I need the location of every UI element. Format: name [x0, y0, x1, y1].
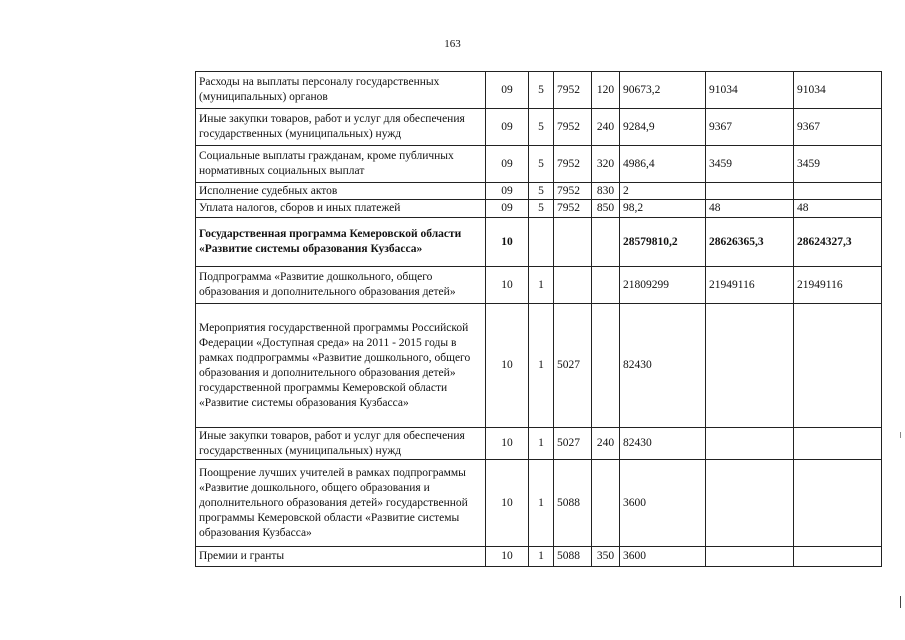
- cell-name: Подпрограмма «Развитие дошкольного, общего образования и дополнительного образования детей»: [196, 267, 486, 304]
- cell-amount-year2: 3459: [706, 146, 794, 183]
- cell-amount-year1: 3600: [620, 547, 706, 567]
- cell-subsection: 5: [529, 109, 554, 146]
- cell-subsection: 1: [529, 428, 554, 460]
- table-row: [196, 267, 882, 304]
- cell-amount-year2: 28626365,3: [706, 218, 794, 267]
- scan-mark: [900, 432, 901, 438]
- cell-target-item: 5088: [554, 547, 592, 567]
- cell-section: 10: [486, 267, 529, 304]
- cell-target-item: 5088: [554, 460, 592, 547]
- cell-amount-year1: 2: [620, 183, 706, 200]
- cell-target-item: 5027: [554, 428, 592, 460]
- table-row: [196, 183, 882, 200]
- cell-subsection: 5: [529, 72, 554, 109]
- cell-subsection: 1: [529, 267, 554, 304]
- cell-name: Государственная программа Кемеровской области «Развитие системы образования Кузбасса»: [196, 218, 486, 267]
- table-row: [196, 146, 882, 183]
- cell-amount-year3: [794, 460, 882, 547]
- cell-subsection: 1: [529, 460, 554, 547]
- cell-amount-year3: 9367: [794, 109, 882, 146]
- cell-expense-type: 240: [592, 109, 620, 146]
- table-row: [196, 200, 882, 218]
- cell-amount-year2: [706, 183, 794, 200]
- cell-section: 10: [486, 428, 529, 460]
- cell-name: Премии и гранты: [196, 547, 486, 567]
- cell-amount-year1: 98,2: [620, 200, 706, 218]
- cell-amount-year2: 48: [706, 200, 794, 218]
- cell-target-item: 7952: [554, 109, 592, 146]
- cell-subsection: 5: [529, 183, 554, 200]
- cell-amount-year3: [794, 183, 882, 200]
- table-row: [196, 218, 882, 267]
- cell-name: Мероприятия государственной программы Российской Федерации «Доступная среда» на 2011 - 2015 годы в рамках подпрограммы «Развитие дошкольного, общего образования и дополнительного образования детей» государственной программы Кемеровской области «Развитие системы образования Кузбасса»: [196, 304, 486, 428]
- cell-amount-year2: [706, 428, 794, 460]
- cell-section: 09: [486, 109, 529, 146]
- cell-amount-year2: [706, 460, 794, 547]
- cell-amount-year1: 4986,4: [620, 146, 706, 183]
- cell-subsection: 5: [529, 200, 554, 218]
- cell-subsection: [529, 218, 554, 267]
- cell-amount-year1: 82430: [620, 304, 706, 428]
- cell-section: 10: [486, 547, 529, 567]
- cell-amount-year1: 28579810,2: [620, 218, 706, 267]
- cell-expense-type: [592, 218, 620, 267]
- cell-name: Исполнение судебных актов: [196, 183, 486, 200]
- cell-expense-type: 240: [592, 428, 620, 460]
- cell-amount-year2: 21949116: [706, 267, 794, 304]
- cell-amount-year1: 9284,9: [620, 109, 706, 146]
- table-row: [196, 304, 882, 428]
- table-row: [196, 109, 882, 146]
- cell-name: Иные закупки товаров, работ и услуг для обеспечения государственных (муниципальных) нужд: [196, 109, 486, 146]
- cell-name: Социальные выплаты гражданам, кроме публичных нормативных социальных выплат: [196, 146, 486, 183]
- cell-expense-type: 850: [592, 200, 620, 218]
- cell-amount-year3: 48: [794, 200, 882, 218]
- cell-section: 09: [486, 72, 529, 109]
- cell-amount-year1: 3600: [620, 460, 706, 547]
- cell-target-item: [554, 218, 592, 267]
- cell-amount-year1: 90673,2: [620, 72, 706, 109]
- table-row: [196, 460, 882, 547]
- cell-section: 10: [486, 304, 529, 428]
- cell-amount-year1: 82430: [620, 428, 706, 460]
- table-body: [196, 72, 882, 567]
- cell-expense-type: [592, 267, 620, 304]
- cell-amount-year3: 3459: [794, 146, 882, 183]
- cell-subsection: 1: [529, 304, 554, 428]
- cell-name: Расходы на выплаты персоналу государственных (муниципальных) органов: [196, 72, 486, 109]
- cell-amount-year3: [794, 304, 882, 428]
- table-row: [196, 72, 882, 109]
- cell-name: Поощрение лучших учителей в рамках подпрограммы «Развитие дошкольного, общего образования и дополнительного образования детей» государственной программы Кемеровской области «Развитие системы образования Кузбасса»: [196, 460, 486, 547]
- cell-expense-type: 320: [592, 146, 620, 183]
- table-row: [196, 428, 882, 460]
- cell-name: Уплата налогов, сборов и иных платежей: [196, 200, 486, 218]
- cell-target-item: 5027: [554, 304, 592, 428]
- page-number: 163: [444, 38, 461, 50]
- scan-mark: [900, 596, 901, 608]
- cell-expense-type: 830: [592, 183, 620, 200]
- cell-subsection: 1: [529, 547, 554, 567]
- cell-section: 09: [486, 146, 529, 183]
- cell-section: 10: [486, 218, 529, 267]
- cell-section: 09: [486, 183, 529, 200]
- cell-section: 09: [486, 200, 529, 218]
- cell-expense-type: 350: [592, 547, 620, 567]
- cell-amount-year2: [706, 547, 794, 567]
- cell-expense-type: 120: [592, 72, 620, 109]
- cell-target-item: 7952: [554, 72, 592, 109]
- cell-target-item: [554, 267, 592, 304]
- cell-amount-year2: 9367: [706, 109, 794, 146]
- cell-amount-year3: 91034: [794, 72, 882, 109]
- cell-amount-year2: 91034: [706, 72, 794, 109]
- cell-name: Иные закупки товаров, работ и услуг для обеспечения государственных (муниципальных) нужд: [196, 428, 486, 460]
- cell-expense-type: [592, 460, 620, 547]
- cell-amount-year1: 21809299: [620, 267, 706, 304]
- cell-amount-year3: [794, 547, 882, 567]
- cell-target-item: 7952: [554, 146, 592, 183]
- cell-amount-year3: 28624327,3: [794, 218, 882, 267]
- cell-amount-year3: 21949116: [794, 267, 882, 304]
- budget-table: [195, 71, 882, 567]
- table-row: [196, 547, 882, 567]
- cell-target-item: 7952: [554, 200, 592, 218]
- cell-section: 10: [486, 460, 529, 547]
- cell-expense-type: [592, 304, 620, 428]
- cell-target-item: 7952: [554, 183, 592, 200]
- cell-amount-year2: [706, 304, 794, 428]
- cell-subsection: 5: [529, 146, 554, 183]
- cell-amount-year3: [794, 428, 882, 460]
